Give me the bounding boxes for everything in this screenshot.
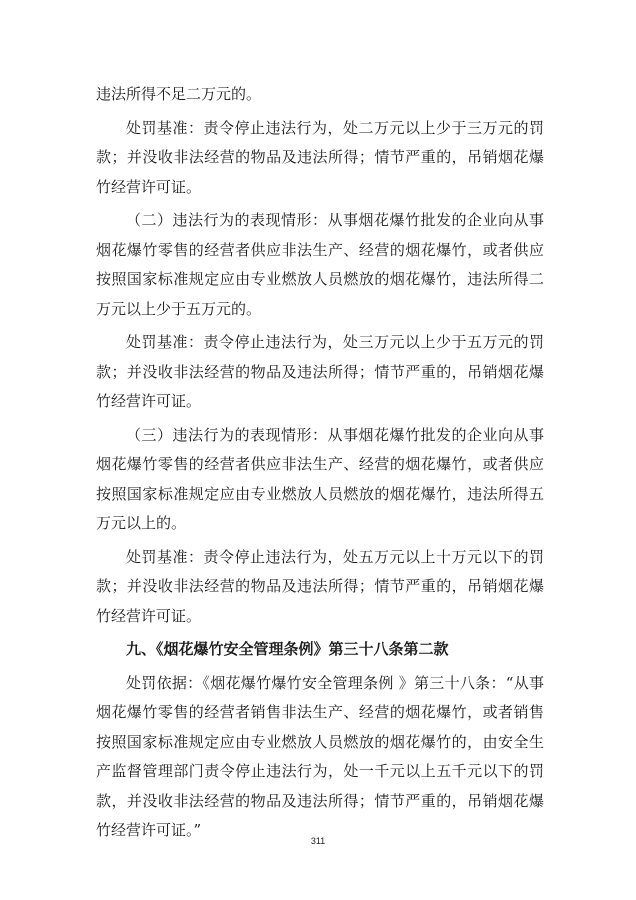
paragraph-continuation: 违法所得不足二万元的。 — [96, 85, 262, 103]
section-heading: 九、《烟花爆竹安全管理条例》第三十八条第二款 — [126, 640, 449, 658]
document-body — [96, 80, 544, 850]
page-number: 311 — [310, 836, 326, 846]
paragraph-violation-case-3: （三）违法行为的表现情形：从事烟花爆竹批发的企业向从事烟花爆竹零售的经营者供应非法生产、经营的烟花爆竹，或者供应按照国家标准规定应由专业燃放人员燃放的烟花爆竹，违法所得五万元以上的。 — [96, 425, 544, 532]
paragraph-violation-case-2: （二）违法行为的表现情形：从事烟花爆竹批发的企业向从事烟花爆竹零售的经营者供应非法生产、经营的烟花爆竹，或者供应按照国家标准规定应由专业燃放人员燃放的烟花爆竹，违法所得二万元以上少于五万元的。 — [96, 211, 544, 318]
paragraph-penalty-standard-2: 处罚基准：责令停止违法行为，处三万元以上少于五万元的罚款；并没收非法经营的物品及违法所得；情节严重的，吊销烟花爆竹经营许可证。 — [96, 333, 544, 410]
paragraph-penalty-standard-1: 处罚基准：责令停止违法行为，处二万元以上少于三万元的罚款；并没收非法经营的物品及违法所得；情节严重的，吊销烟花爆竹经营许可证。 — [96, 118, 544, 196]
paragraph-penalty-basis: 处罚依据：《烟花爆竹爆竹安全管理条例 》第三十八条：“从事烟花爆竹零售的经营者销售非法生产、经营的烟花爆竹，或者销售按照国家标准规定应由专业燃放人员燃放的烟花爆竹的，由安全生产监督管理部门责令停止违法行为，处一千元以上五千元以下的罚款，并没收非法经营的物品及违法所得；情节严重的，吊销烟花爆竹经营许可证。” — [96, 673, 544, 839]
paragraph-penalty-standard-3: 处罚基准：责令停止违法行为，处五万元以上十万元以下的罚款；并没收非法经营的物品及违法所得；情节严重的，吊销烟花爆竹经营许可证。 — [96, 547, 544, 625]
